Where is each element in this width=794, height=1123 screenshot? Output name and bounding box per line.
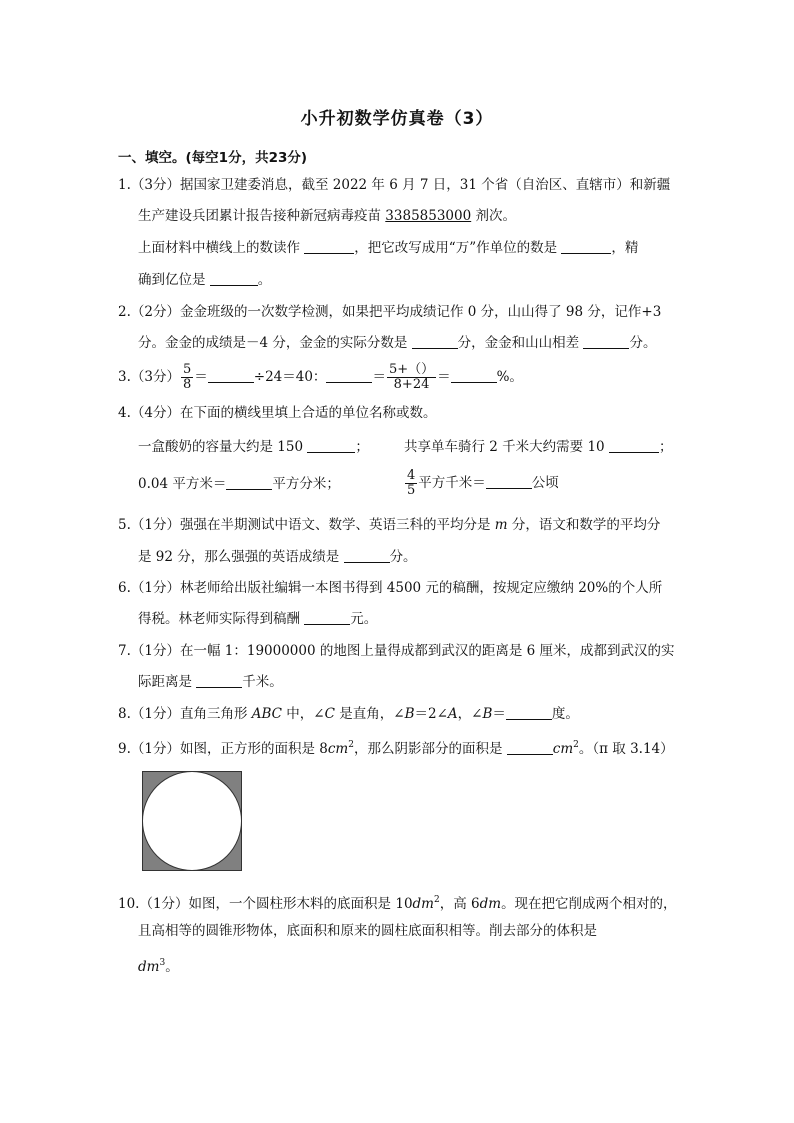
q9-line: 9.（1分）如图，正方形的面积是 $8cm^2$，那么阴影部分的面积是 $cm^2$。（π 取 3.14） [118, 740, 674, 757]
fraction-4-5: $\frac{4}{5}$ [407, 468, 416, 498]
q10-line3: $dm^3$。 [138, 958, 179, 975]
q10-line1: 10.（1分）如图，一个圆柱形木料的底面积是 $10dm^2$，高 6dm。现在把它削成两个相对的， [118, 895, 677, 912]
answer-blank[interactable] [609, 438, 659, 453]
page-title: 小升初数学仿真卷（3） [300, 109, 494, 129]
q4-item-d: $\frac{4}{5}$ 平方千米＝ 公顷 [407, 468, 559, 498]
answer-blank[interactable] [210, 271, 258, 286]
q1-line3: 上面材料中横线上的数读作 ，把它改写成用“万”作单位的数是 ，精 [138, 240, 639, 256]
q4-item-a: 一盒酸奶的容量大约是 150 ； [138, 439, 369, 455]
q7-line1: 7.（1分）在一幅 1：19000000 的地图上量得成都到武汉的距离是 6 厘米，成都到武汉的实 [118, 643, 675, 659]
answer-blank[interactable] [486, 474, 532, 489]
answer-blank[interactable] [451, 368, 497, 383]
answer-blank[interactable] [304, 239, 354, 254]
answer-blank[interactable] [196, 673, 242, 688]
fraction-5-8: $\frac{5}{8}$ [182, 362, 192, 392]
q2-line2: 分。金金的成绩是－4 分，金金的实际分数是 分，金金和山山相差 分。 [138, 335, 657, 351]
q1-underlined-number: 3385853000 [385, 208, 472, 224]
q1-line1: 1.（3分）据国家卫建委消息，截至 2022 年 6 月 7 日，31 个省（自治区、直辖市）和新疆 [118, 177, 671, 193]
q4-item-c: 0.04 平方米＝ 平方分米； [138, 476, 340, 492]
inscribed-circle [143, 772, 242, 871]
q1-line4: 确到亿位是 。 [138, 272, 272, 288]
answer-blank[interactable] [507, 740, 553, 755]
answer-blank[interactable] [344, 548, 390, 563]
answer-blank[interactable] [326, 368, 372, 383]
q2-line1: 2.（2分）金金班级的一次数学检测，如果把平均成绩记作 0 分，山山得了 98 分，记作+3 [118, 304, 662, 320]
q4-item-b: 共享单车骑行 2 千米大约需要 10 ； [404, 439, 673, 455]
q6-line2: 得税。林老师实际得到稿酬 元。 [138, 611, 378, 627]
answer-blank[interactable] [226, 475, 272, 490]
answer-blank[interactable] [561, 239, 611, 254]
q7-line2: 际距离是 千米。 [138, 674, 283, 690]
q5-line2: 是 92 分，那么强强的英语成绩是 分。 [138, 549, 417, 565]
answer-blank[interactable] [304, 610, 350, 625]
q5-line1: 5.（1分）强强在半期测试中语文、数学、英语三科的平均分是 m 分，语文和数学的平均分 [118, 517, 661, 533]
q8-line: 8.（1分）直角三角形 ABC 中，∠C 是直角，∠B＝2∠A，∠B＝ 度。 [118, 706, 579, 722]
q1-line2: 生产建设兵团累计报告接种新冠病毒疫苗 3385853000 剂次。 [138, 208, 516, 224]
answer-blank[interactable] [307, 438, 355, 453]
section-heading: 一、填空。(每空1分，共23分) [118, 150, 308, 166]
q6-line1: 6.（1分）林老师给出版社编辑一本图书得到 4500 元的稿酬，按规定应缴纳 20%的个人所 [118, 580, 663, 596]
fraction-expression: $\frac{5+()}{8+24}$ [388, 362, 435, 392]
answer-blank[interactable] [412, 334, 458, 349]
q3-line: 3.（3分） $\frac{5}{8}$ ＝ ÷24＝40： ＝ $\frac{5+()}{8+24}$ ＝ %。 [118, 362, 523, 392]
square-circle-figure [142, 771, 242, 871]
answer-blank[interactable] [506, 705, 552, 720]
q10-line2: 且高相等的圆锥形物体，底面积和原来的圆柱底面积相等。削去部分的体积是 [138, 923, 597, 939]
q4-line1: 4.（4分）在下面的横线里填上合适的单位名称或数。 [118, 405, 437, 421]
answer-blank[interactable] [208, 368, 254, 383]
answer-blank[interactable] [583, 334, 629, 349]
